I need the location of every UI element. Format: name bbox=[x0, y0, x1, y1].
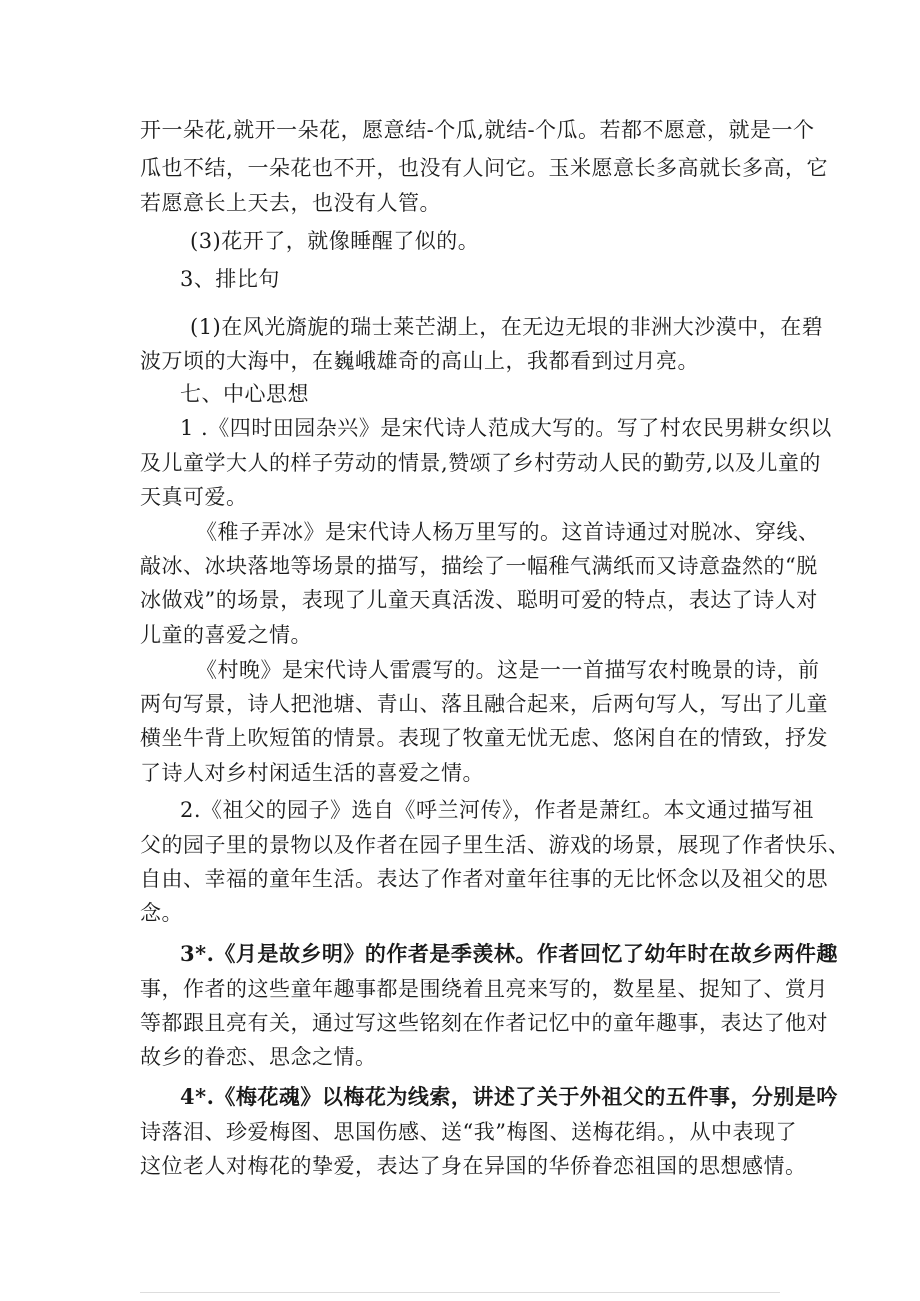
section-heading: 七、中心思想 bbox=[180, 382, 309, 406]
text-line: 这位老人对梅花的挚爱，表达了身在异国的华侨眷恋祖国的思想感情。 bbox=[140, 1154, 807, 1178]
text-line: 事，作者的这些童年趣事都是围绕着且亮来写的，数星星、捉知了、赏月 bbox=[140, 977, 828, 1001]
text-line: 等都跟且亮有关，通过写这些铭刻在作者记忆中的童年趣事，表达了他对 bbox=[140, 1011, 828, 1035]
text-line: 2.《祖父的园子》选自《呼兰河传》，作者是萧红。本文通过描写祖 bbox=[180, 798, 815, 822]
text-line: 天真可爱。 bbox=[140, 485, 248, 509]
section-heading: 3、排比句 bbox=[180, 267, 280, 291]
text-line: 瓜也不结，一朵花也不开，也没有人问它。玉米愿意长多高就长多高，它 bbox=[140, 156, 828, 180]
text-line: (3)花开了，就像睡醒了似的。 bbox=[190, 229, 480, 253]
text-line: 若愿意长上天去，也没有人管。 bbox=[140, 191, 441, 215]
text-line: 了诗人对乡村闲适生活的喜爱之情。 bbox=[140, 761, 484, 785]
text-line: 《村晚》是宋代诗人雷震写的。这是一一首描写农村晚景的诗，前 bbox=[196, 658, 820, 682]
text-line: 儿童的喜爱之情。 bbox=[140, 623, 312, 647]
text-line: 自由、幸福的童年生活。表达了作者对童年往事的无比怀念以及祖父的思 bbox=[140, 867, 828, 891]
text-line: 波万顷的大海中，在巍峨雄奇的高山上，我都看到过月亮。 bbox=[140, 349, 699, 373]
text-line: 开一朵花,就开一朵花，愿意结-个瓜,就结-个瓜。若都不愿意，就是一个 bbox=[140, 118, 815, 142]
text-line: 《稚子弄冰》是宋代诗人杨万里写的。这首诗通过对脱冰、穿线、 bbox=[196, 520, 820, 544]
text-line: 父的园子里的景物以及作者在园子里生活、游戏的场景，展现了作者快乐、 bbox=[140, 833, 850, 857]
text-line: 诗落泪、珍爱梅图、思国伤感、送“我”梅图、送梅花绢。，从中表现了 bbox=[140, 1120, 797, 1144]
text-line: 两句写景，诗人把池塘、青山、落且融合起来，后两句写人，写出了儿童 bbox=[140, 692, 828, 716]
text-line: (1)在风光旖旎的瑞士莱芒湖上，在无边无垠的非洲大沙漠中，在碧 bbox=[190, 315, 824, 339]
text-line: 念。 bbox=[140, 901, 183, 925]
text-line: 故乡的眷恋、思念之情。 bbox=[140, 1045, 377, 1069]
text-line: 冰做戏”的场景，表现了儿童天真活泼、聪明可爱的特点，表达了诗人对 bbox=[140, 588, 818, 612]
text-line: 4*.《梅花魂》以梅花为线索，讲述了关于外祖父的五件事，分别是吟 bbox=[180, 1084, 838, 1109]
text-line: 敲冰、冰块落地等场景的描写，描绘了一幅稚气满纸而又诗意盎然的“脱 bbox=[140, 554, 818, 578]
text-line: 横坐牛背上吹短笛的情景。表现了牧童无忧无虑、悠闲自在的情致，抒发 bbox=[140, 726, 828, 750]
text-line: 3*.《月是故乡明》的作者是季羡林。作者回忆了幼年时在故乡两件趣 bbox=[180, 941, 838, 966]
footer-divider bbox=[140, 1292, 780, 1293]
text-line: 及儿童学大人的样子劳动的情景,赞颂了乡村劳动人民的勤劳,以及儿童的 bbox=[140, 451, 821, 475]
text-line: 1 .《四时田园杂兴》是宋代诗人范成大写的。写了村农民男耕女织以 bbox=[180, 416, 832, 440]
